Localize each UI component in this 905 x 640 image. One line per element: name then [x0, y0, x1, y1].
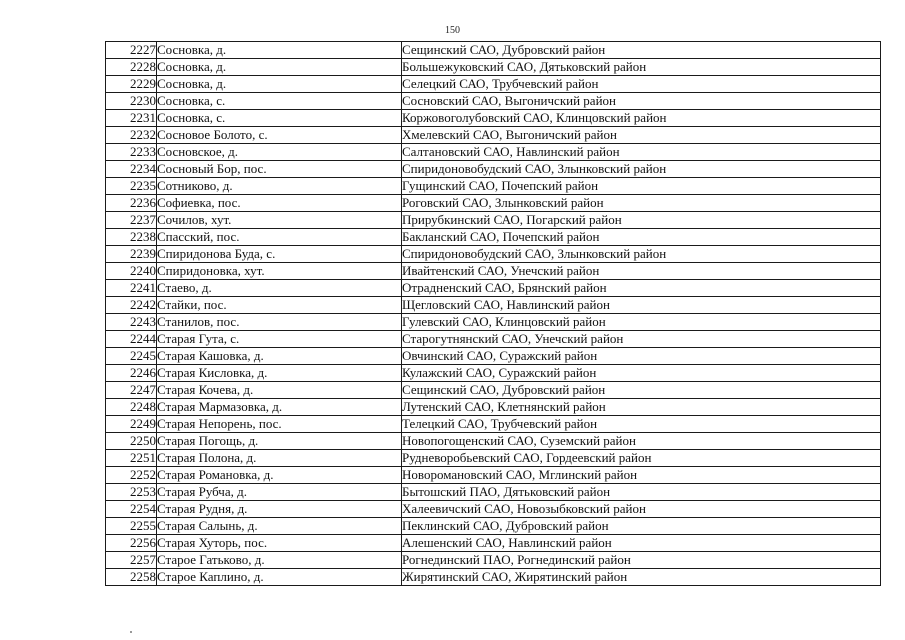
row-number-cell: 2236 — [106, 195, 157, 212]
settlement-name-cell: Стайки, пос. — [157, 297, 402, 314]
settlement-name-cell: Старая Полона, д. — [157, 450, 402, 467]
administrative-area-cell: Роговский САО, Злынковский район — [402, 195, 881, 212]
administrative-area-cell: Халеевичский САО, Новозыбковский район — [402, 501, 881, 518]
table-row — [106, 467, 881, 484]
settlement-name-cell: Старое Гатьково, д. — [157, 552, 402, 569]
administrative-area-cell: Телецкий САО, Трубчевский район — [402, 416, 881, 433]
settlement-name-cell: Сосновское, д. — [157, 144, 402, 161]
table-row — [106, 280, 881, 297]
table-row — [106, 195, 881, 212]
settlement-name-cell: Спасский, пос. — [157, 229, 402, 246]
administrative-area-cell: Ивайтенский САО, Унечский район — [402, 263, 881, 280]
administrative-area-cell: Новоромановский САО, Мглинский район — [402, 467, 881, 484]
table-row — [106, 93, 881, 110]
administrative-area-cell: Жирятинский САО, Жирятинский район — [402, 569, 881, 586]
administrative-area-cell: Сещинский САО, Дубровский район — [402, 42, 881, 59]
settlement-name-cell: Сосновое Болото, с. — [157, 127, 402, 144]
row-number-cell: 2244 — [106, 331, 157, 348]
page-number: 150 — [445, 25, 460, 36]
administrative-area-cell: Кулажский САО, Суражский район — [402, 365, 881, 382]
settlement-name-cell: Сочилов, хут. — [157, 212, 402, 229]
row-number-cell: 2227 — [106, 42, 157, 59]
settlement-name-cell: Софиевка, пос. — [157, 195, 402, 212]
table-row — [106, 42, 881, 59]
table-row — [106, 348, 881, 365]
row-number-cell: 2239 — [106, 246, 157, 263]
settlement-name-cell: Старая Романовка, д. — [157, 467, 402, 484]
settlement-name-cell: Старая Кочева, д. — [157, 382, 402, 399]
row-number-cell: 2248 — [106, 399, 157, 416]
table-row — [106, 484, 881, 501]
row-number-cell: 2241 — [106, 280, 157, 297]
administrative-area-cell: Салтановский САО, Навлинский район — [402, 144, 881, 161]
settlement-name-cell: Стаево, д. — [157, 280, 402, 297]
row-number-cell: 2237 — [106, 212, 157, 229]
table-row — [106, 518, 881, 535]
row-number-cell: 2242 — [106, 297, 157, 314]
administrative-area-cell: Щегловский САО, Навлинский район — [402, 297, 881, 314]
table-row — [106, 535, 881, 552]
row-number-cell: 2255 — [106, 518, 157, 535]
administrative-area-cell: Большежуковский САО, Дятьковский район — [402, 59, 881, 76]
settlements-table — [105, 41, 881, 586]
settlements-table-body — [106, 42, 881, 586]
table-row — [106, 263, 881, 280]
table-row — [106, 161, 881, 178]
administrative-area-cell: Пеклинский САО, Дубровский район — [402, 518, 881, 535]
settlement-name-cell: Старая Кисловка, д. — [157, 365, 402, 382]
row-number-cell: 2240 — [106, 263, 157, 280]
table-row — [106, 399, 881, 416]
administrative-area-cell: Рудневоробьевский САО, Гордеевский район — [402, 450, 881, 467]
row-number-cell: 2234 — [106, 161, 157, 178]
row-number-cell: 2229 — [106, 76, 157, 93]
administrative-area-cell: Гущинский САО, Почепский район — [402, 178, 881, 195]
row-number-cell: 2246 — [106, 365, 157, 382]
table-row — [106, 501, 881, 518]
settlement-name-cell: Сотниково, д. — [157, 178, 402, 195]
administrative-area-cell: Гулевский САО, Клинцовский район — [402, 314, 881, 331]
administrative-area-cell: Лутенский САО, Клетнянский район — [402, 399, 881, 416]
row-number-cell: 2238 — [106, 229, 157, 246]
table-row — [106, 416, 881, 433]
row-number-cell: 2232 — [106, 127, 157, 144]
administrative-area-cell: Спиридоновобудский САО, Злынковский район — [402, 161, 881, 178]
row-number-cell: 2243 — [106, 314, 157, 331]
settlement-name-cell: Старая Кашовка, д. — [157, 348, 402, 365]
table-row — [106, 569, 881, 586]
row-number-cell: 2249 — [106, 416, 157, 433]
row-number-cell: 2250 — [106, 433, 157, 450]
administrative-area-cell: Сосновский САО, Выгоничский район — [402, 93, 881, 110]
administrative-area-cell: Рогнединский ПАО, Рогнединский район — [402, 552, 881, 569]
row-number-cell: 2251 — [106, 450, 157, 467]
table-row — [106, 178, 881, 195]
row-number-cell: 2230 — [106, 93, 157, 110]
settlement-name-cell: Старая Рубча, д. — [157, 484, 402, 501]
row-number-cell: 2233 — [106, 144, 157, 161]
table-row — [106, 297, 881, 314]
settlement-name-cell: Сосновый Бор, пос. — [157, 161, 402, 178]
table-row — [106, 331, 881, 348]
administrative-area-cell: Селецкий САО, Трубчевский район — [402, 76, 881, 93]
settlement-name-cell: Сосновка, д. — [157, 42, 402, 59]
row-number-cell: 2252 — [106, 467, 157, 484]
row-number-cell: 2258 — [106, 569, 157, 586]
row-number-cell: 2253 — [106, 484, 157, 501]
table-row — [106, 76, 881, 93]
row-number-cell: 2247 — [106, 382, 157, 399]
settlement-name-cell: Старая Рудня, д. — [157, 501, 402, 518]
settlement-name-cell: Сосновка, д. — [157, 76, 402, 93]
settlement-name-cell: Спиридонова Буда, с. — [157, 246, 402, 263]
row-number-cell: 2228 — [106, 59, 157, 76]
row-number-cell: 2235 — [106, 178, 157, 195]
administrative-area-cell: Прирубкинский САО, Погарский район — [402, 212, 881, 229]
administrative-area-cell: Бытошский ПАО, Дятьковский район — [402, 484, 881, 501]
table-row — [106, 450, 881, 467]
administrative-area-cell: Новопогощенский САО, Суземский район — [402, 433, 881, 450]
settlement-name-cell: Старая Погощь, д. — [157, 433, 402, 450]
row-number-cell: 2245 — [106, 348, 157, 365]
settlement-name-cell: Старая Непорень, пос. — [157, 416, 402, 433]
settlement-name-cell: Сосновка, с. — [157, 110, 402, 127]
table-row — [106, 433, 881, 450]
table-row — [106, 552, 881, 569]
administrative-area-cell: Хмелевский САО, Выгоничский район — [402, 127, 881, 144]
administrative-area-cell: Старогутнянский САО, Унечский район — [402, 331, 881, 348]
administrative-area-cell: Сещинский САО, Дубровский район — [402, 382, 881, 399]
administrative-area-cell: Коржовоголубовский САО, Клинцовский район — [402, 110, 881, 127]
row-number-cell: 2254 — [106, 501, 157, 518]
table-row — [106, 127, 881, 144]
table-row — [106, 59, 881, 76]
settlement-name-cell: Старая Хуторь, пос. — [157, 535, 402, 552]
administrative-area-cell: Алешенский САО, Навлинский район — [402, 535, 881, 552]
table-row — [106, 314, 881, 331]
settlement-name-cell: Старая Салынь, д. — [157, 518, 402, 535]
table-row — [106, 144, 881, 161]
table-row — [106, 110, 881, 127]
administrative-area-cell: Бакланский САО, Почепский район — [402, 229, 881, 246]
row-number-cell: 2257 — [106, 552, 157, 569]
settlement-name-cell: Сосновка, д. — [157, 59, 402, 76]
administrative-area-cell: Овчинский САО, Суражский район — [402, 348, 881, 365]
settlement-name-cell: Старое Каплино, д. — [157, 569, 402, 586]
scan-speck — [130, 631, 132, 633]
table-row — [106, 246, 881, 263]
table-row — [106, 365, 881, 382]
administrative-area-cell: Отрадненский САО, Брянский район — [402, 280, 881, 297]
table-row — [106, 229, 881, 246]
table-row — [106, 212, 881, 229]
settlement-name-cell: Спиридоновка, хут. — [157, 263, 402, 280]
table-row — [106, 382, 881, 399]
row-number-cell: 2231 — [106, 110, 157, 127]
settlement-name-cell: Сосновка, с. — [157, 93, 402, 110]
row-number-cell: 2256 — [106, 535, 157, 552]
settlement-name-cell: Старая Мармазовка, д. — [157, 399, 402, 416]
settlement-name-cell: Старая Гута, с. — [157, 331, 402, 348]
settlement-name-cell: Станилов, пос. — [157, 314, 402, 331]
administrative-area-cell: Спиридоновобудский САО, Злынковский район — [402, 246, 881, 263]
